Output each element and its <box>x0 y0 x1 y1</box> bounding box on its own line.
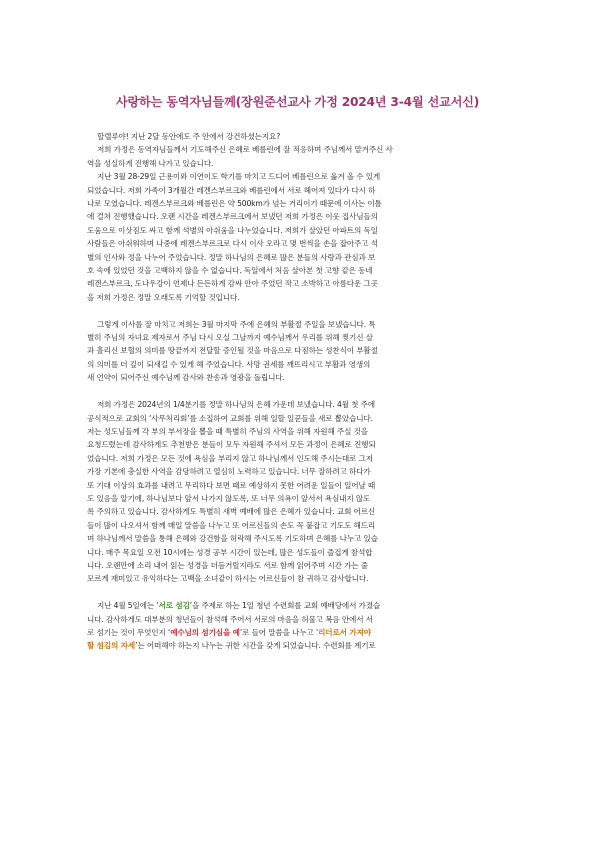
text-line: 을 저희 가정은 정말 오래도록 기억할 것입니다. <box>87 292 240 302</box>
text-line: 별히 주님의 자녀요 제자로서 주님 다시 오실 그날까지 예수님께서 우리를 위해 찢기신 살 <box>87 333 373 343</box>
text-line: 그렇게 이사를 잘 마치고 저희는 3월 마지막 주에 은혜의 부활절 주일을 보냈습니다. 특 <box>97 319 376 329</box>
text-line: 할렐루야! 지난 2달 동안에도 주 안에서 강건하셨는지요? <box>97 132 281 141</box>
highlight-leader: 리더로서 가져야 <box>318 627 371 637</box>
text-line: 과 흘리신 보혈의 의미를 땅끝까지 전달할 증인될 것을 마음으로 다짐하는 성찬식이 부활절 <box>87 346 378 356</box>
text-line: 저는 성도님들께 각 부의 부서장을 뽑을 때 특별히 주님의 사역을 위해 자원해 주실 것을 <box>87 426 368 436</box>
highlight-example: 예수님의 섬기심을 예 <box>170 627 240 637</box>
text-segment: ’을 주제로 하는 1일 청년 수련회를 교회 예배당에서 가졌습 <box>189 601 381 611</box>
letter-title: 사랑하는 동역자님들께(장원준선교사 가정 2024년 3-4월 선교서신) <box>115 95 480 109</box>
text-line: 었습니다. 저희 가정은 모든 것에 욕심을 부리지 않고 하나님께서 인도해 주시는대로 그저 <box>87 453 373 463</box>
text-line: 별의 인사와 정을 나누어 주었습니다. 정말 하나님의 은혜로 많은 분들의 사랑과 관심과 보 <box>87 252 376 262</box>
text-line: 들이 많이 나오셔서 함께 매일 말씀을 나누고 또 어르신들의 손도 꼭 붙잡고 기도도 해드리 <box>87 520 376 530</box>
text-line: 호 속에 있었던 것을 고백하지 않을 수 없습니다. 독일에서 처음 살아본 첫 고향 같은 동네 <box>87 266 373 276</box>
paragraph-retreat <box>87 599 510 653</box>
text-line: 또 기대 이상의 효과를 내려고 무리하다 보면 때로 예상하지 못한 어려운 일들이 일어날 때 <box>87 480 376 490</box>
letter-body <box>87 130 510 653</box>
text-line: 레겐스부르크, 도나우강이 언제나 든든하게 감싸 안아 주었던 작고 소박하고 아름다운 그곳 <box>87 279 378 289</box>
text-line: 되었습니다. 저희 가족이 3개월간 레겐스부르크와 베를린에서 서로 헤어져 있다가 다시 하 <box>87 185 376 195</box>
paragraph-easter <box>87 318 510 385</box>
paragraph-greeting <box>87 130 510 170</box>
text-line: 나로 모였습니다. 레겐스부르크와 베를린은 약 500km가 넘는 거리이기 때문에 이사는 이틀 <box>87 199 382 209</box>
paragraph-ministry <box>87 398 510 586</box>
text-segment: 지난 4월 5일에는 ‘ <box>97 601 159 611</box>
text-line: 역을 성실하게 진행해 나가고 있습니다. <box>87 158 214 168</box>
text-line: 니다. 감사하게도 대부분의 청년들이 참석해 주어서 서로의 마음을 허물고 복음 안에서 서 <box>87 614 373 624</box>
paragraph-move <box>87 170 510 304</box>
text-line: 저희 가정은 동역자님들께서 기도해주신 은혜로 베를린에 잘 적응하며 주님께서 맡겨주신 사 <box>97 145 393 155</box>
text-line: 공식적으로 교회의 ‘사무처리회’를 소집하여 교회를 위해 일할 일꾼들을 새로 뽑았습니다. <box>87 413 373 423</box>
text-line: 가장 기본에 충실한 사역을 감당하려고 열심히 노력하고 있습니다. 너무 잘하려고 하다가 <box>87 467 371 477</box>
highlight-leader-cont: 할 섬김의 자세 <box>87 641 136 651</box>
text-line: 의 의미를 더 깊이 되새길 수 있게 해 주었습니다. 사망 권세를 깨뜨리시고 부활과 영생의 <box>87 359 371 369</box>
text-line: 니다. 오랜만에 소리 내어 읽는 성경을 더듬거릴지라도 서로 함께 읽어주며 시간 가는 줄 <box>87 560 368 570</box>
text-segment: ’로 들어 말씀을 나누고 ‘ <box>239 627 319 637</box>
text-line: 록 주의하고 있습니다. 감사하게도 특별히 새벽 예배에 많은 은혜가 있습니다. 교회 어르신 <box>87 507 376 517</box>
text-line: 사람들은 아쉬워하며 나중에 레겐스부르크로 다시 이사 오라고 몇 번씩을 손을 잡아주고 석 <box>87 239 378 249</box>
text-line: 요청드렸는데 감사하게도 추천받은 분들이 모두 자원해 주셔서 모든 과정이 은혜로 진행되 <box>87 440 376 450</box>
text-line: 지난 3월 28-29일 근용이와 이연이도 학기를 마치고 드디어 베를린으로 옮겨 올 수 있게 <box>97 172 381 182</box>
text-segment: 로 섬기는 것이 무엇인지 ‘ <box>87 627 171 637</box>
text-line: 도 있음을 알기에, 하나님보다 앞서 나가지 않도록, 또 너무 의욕이 앞서서 욕심내지 않도 <box>87 493 371 503</box>
text-segment: ’는 어떠해야 하는지 나누는 귀한 시간을 갖게 되었습니다. 수련회를 계기로 <box>135 641 376 651</box>
text-line: 저희 가정은 2024년의 1/4분기를 정말 하나님의 은혜 가운데 보냈습니다. 4월 첫 주에 <box>97 400 375 410</box>
text-line: 며 하나님께서 말씀을 통해 은혜와 강건함을 허락해 주시도록 기도하며 은혜를 나누고 있습 <box>87 534 378 544</box>
text-line: 모르게 재미있고 유익하다는 고백을 소녀같이 하시는 어르신들이 참 귀하고 감사합니다. <box>87 574 369 584</box>
text-line: 새 언약이 되어주신 예수님께 감사와 찬송과 영광을 돌립니다. <box>87 373 285 383</box>
highlight-theme: 서로 섬김 <box>158 601 190 611</box>
text-line: 니다. 매주 목요일 오전 10시에는 성경 공부 시간이 있는데, 많은 성도들이 즐겁게 참석합 <box>87 547 373 557</box>
text-line: 에 걸쳐 진행했습니다. 오랜 시간을 레겐스부르크에서 보냈던 저희 가정은 이웃 집사님들의 <box>87 212 378 222</box>
text-line: 도움으로 이삿짐도 싸고 함께 석별의 아쉬움을 나누었습니다. 저희가 살았던 아파트의 독일 <box>87 225 378 235</box>
